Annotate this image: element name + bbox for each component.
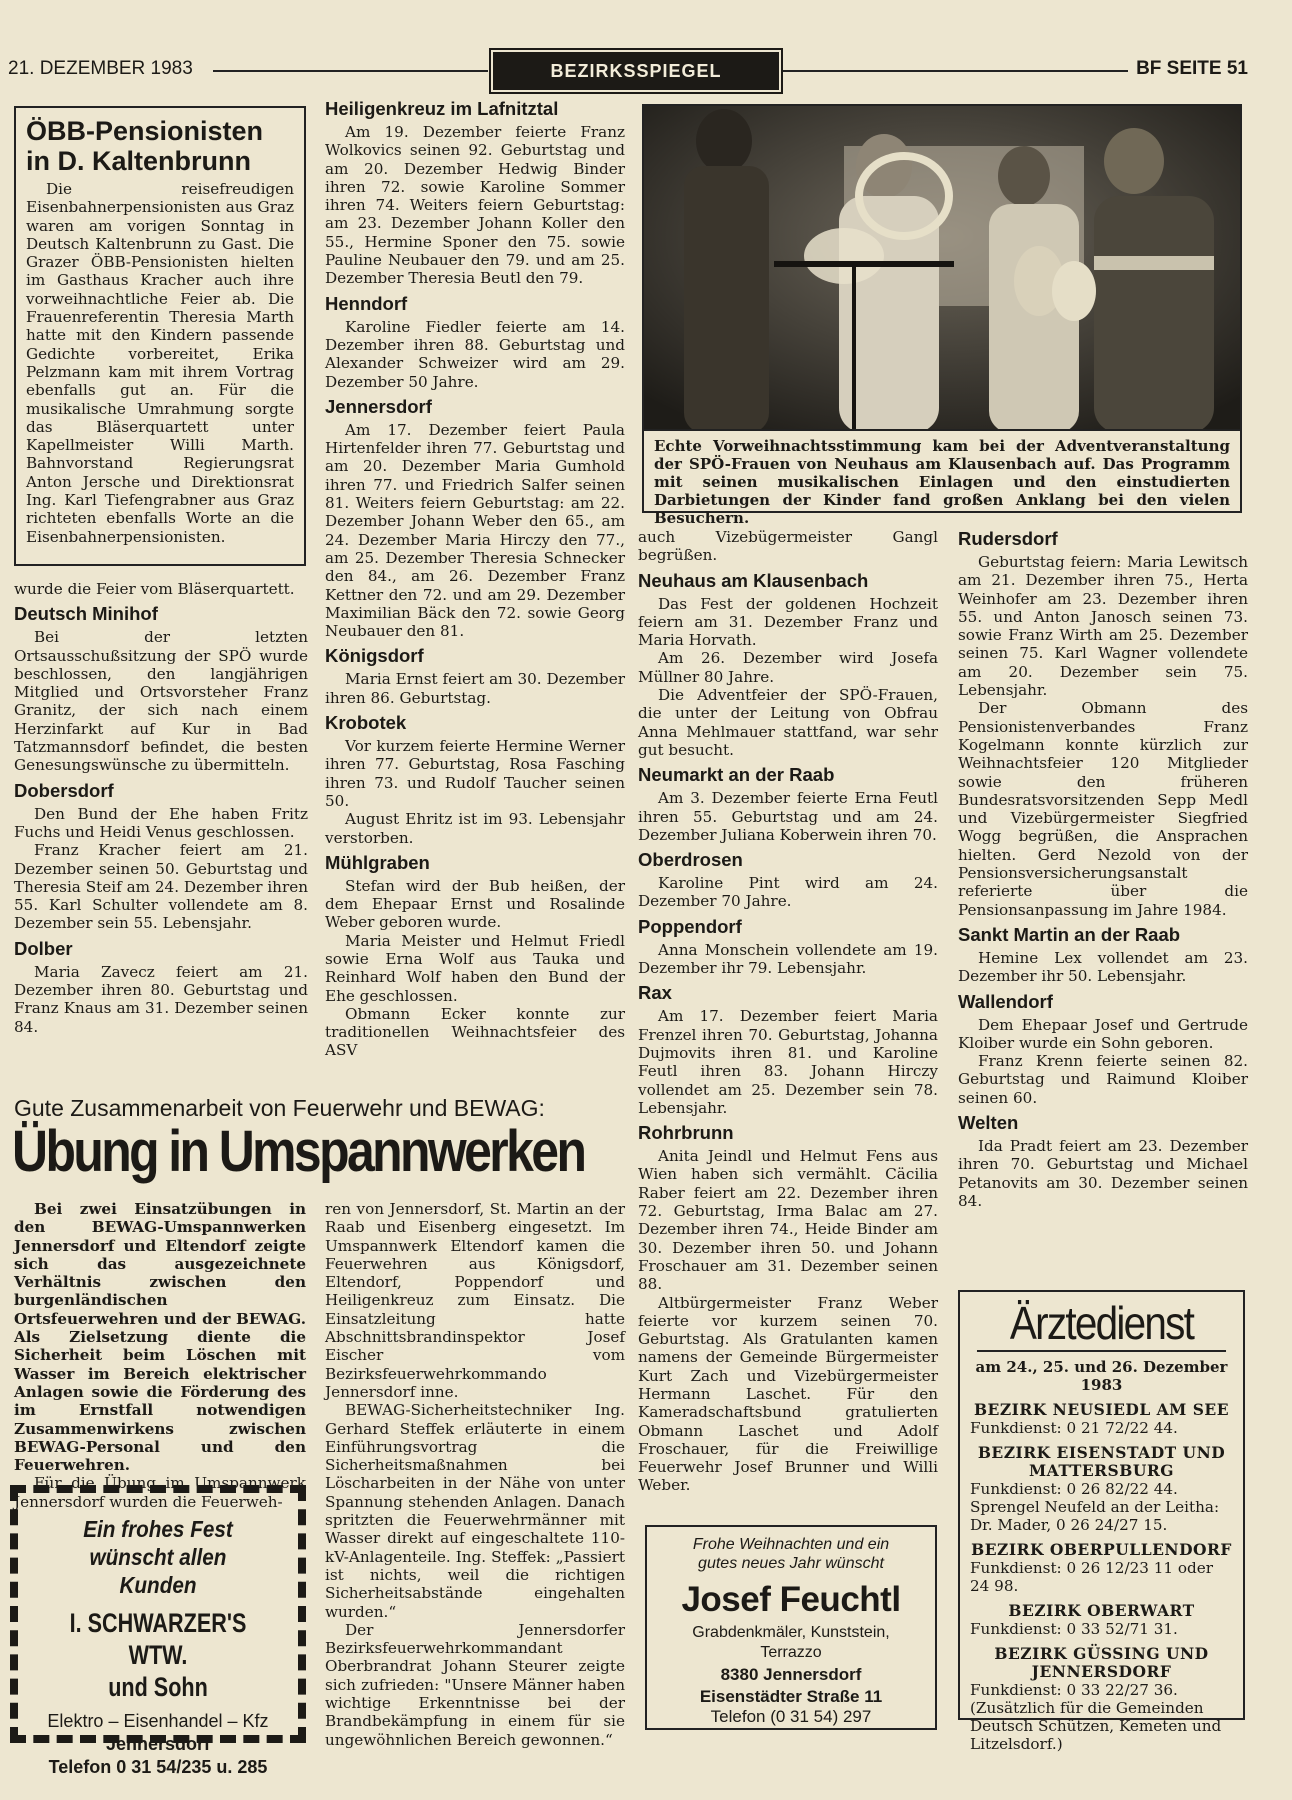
news-paragraph: Am 3. Dezember feierte Erna Feutl ihren 55. Geburtstag und am 24. Dezember Juliana Koberwein ihren 70. xyxy=(638,789,938,844)
news-paragraph: Karoline Fiedler feierte am 14. Dezember ihren 88. Geburtstag und Alexander Schweizer wird am 29. Dezember 50 Jahre. xyxy=(325,317,625,391)
heading-neuhaus: Neuhaus am Klausenbach xyxy=(638,569,869,591)
district-name: BEZIRK NEUSIEDL AM SEE xyxy=(973,1400,1230,1419)
heading-henndorf: Henndorf xyxy=(325,292,408,314)
page-header xyxy=(8,52,1248,92)
news-paragraph: Maria Ernst feiert am 30. Dezember ihren 86. Geburtstag. xyxy=(325,670,625,707)
column-3 xyxy=(638,528,938,1495)
header-rule-left xyxy=(213,70,488,72)
radio-service-note: Sprengel Neufeld an der Leitha: Dr. Mader, 0 26 24/27 15. xyxy=(970,1498,1220,1534)
ad-line: Elektro – Eisenhandel – Kfz xyxy=(47,1711,269,1731)
heading-neumarkt: Neumarkt an der Raab xyxy=(638,764,835,786)
news-paragraph: Hemine Lex vollendet am 23. Dezember ihr 50. Lebensjahr. xyxy=(958,948,1248,986)
article-paragraph: Für die Übung im Umspannwerk Jennersdorf wurden die Feuerweh- xyxy=(14,1474,306,1511)
column-1 xyxy=(14,580,308,1036)
ad-line: gutes neues Jahr wünscht xyxy=(698,1555,884,1572)
article-paragraph: ren von Jennersdorf, St. Martin an der Raab und Eisenberg eingesetzt. Im Umspannwerk Eltendorf kamen die Feuerwehren aus Königsdorf, Eltendorf, Poppendorf und Heiligenkreuz zum Einsatz. Die Einsatzleitung hatte Abschnittsbrandinspektor Josef Eischer vom Bezirksfeuerwehrkommando Jennersdorf inne. xyxy=(325,1200,625,1401)
column-4 xyxy=(958,528,1248,1210)
ad-phone: Telefon 0 31 54/235 u. 285 xyxy=(48,1757,268,1777)
heading-rohrbrunn: Rohrbrunn xyxy=(638,1122,734,1144)
heading-dolber: Dolber xyxy=(14,937,73,959)
radio-service: Funkdienst: 0 33 52/71 31. xyxy=(970,1620,1178,1638)
district-name: BEZIRK OBERWART xyxy=(1008,1601,1195,1620)
heading-muehlgraben: Mühlgraben xyxy=(325,851,430,873)
news-paragraph: Ida Pradt feiert am 23. Dezember ihren 70. Geburtstag und Michael Petanovits am 30. Dezember seinen 84. xyxy=(958,1137,1248,1210)
ad-company: Josef Feuchtl xyxy=(681,1580,901,1619)
news-paragraph: Am 19. Dezember feierte Franz Wolkovics seinen 92. Geburtstag und am 20. Dezember Hedwig Binder ihren 72. sowie Karoline Sommer ihren 74. Weiters feiern Geburtstag: am 23. Dezember Johann Koller den 55., Hermine Sponer den 75. sowie Pauline Neubauer den 79. und am 25. Dezember Theresia Beutl den 79. xyxy=(325,123,625,288)
ad-line: Ein frohes Fest xyxy=(83,1516,233,1542)
ad-company: I. SCHWARZER'S WTW. xyxy=(69,1608,247,1670)
ad-line: wünscht allen Kunden xyxy=(89,1544,227,1598)
heading-dobersdorf: Dobersdorf xyxy=(14,779,114,801)
news-paragraph: Anna Monschein vollendete am 19. Dezember ihr 79. Lebensjahr. xyxy=(638,940,938,978)
aerztedienst-box xyxy=(958,1290,1245,1753)
heading-rax: Rax xyxy=(638,982,672,1004)
obb-text: Die reisefreudigen Eisenbahnerpensionisten aus Graz waren am vorigen Sonntag in Deutsch Kaltenbrunn zu Gast. Die Grazer ÖBB-Pensionisten hielten im Gasthaus Kracher auch ihre vorweihnachtliche Feier ab. Die Frauenreferentin Theresia Marth hatte mit den Kindern passende Gedichte vorbereitet, Erika Pelzmann kam mit ihrem Vortrag ebenfalls gut an. Für die musikalische Umrahmung sorgte das Bläserquartett unter Kapellmeister Willi Marth. Bahnvorstand Regierungsrat Anton Jersche und Direktionsrat Ing. Karl Tiefengrabner aus Graz richteten ebenfalls Worte an die Eisenbahnerpensionisten. xyxy=(26,180,294,546)
news-paragraph: Am 26. Dezember wird Josefa Müllner 80 Jahre. xyxy=(638,649,938,686)
header-rule-right xyxy=(783,70,1128,72)
district-name: BEZIRK OBERPULLENDORF xyxy=(971,1540,1232,1559)
feuchtl-advertisement xyxy=(645,1525,937,1730)
article-kicker: Gute Zusammenarbeit von Feuerwehr und BEWAG: xyxy=(14,1095,545,1121)
obb-headline: ÖBB-Pensionisten in D. Kaltenbrunn xyxy=(26,116,264,176)
radio-service: Funkdienst: 0 21 72/22 44. xyxy=(970,1419,1178,1437)
obb-continuation: wurde die Feier vom Bläserquartett. xyxy=(14,580,295,598)
news-paragraph: Der Obmann des Pensionistenverbandes Franz Kogelmann konnte kürzlich zur Weihnachtsfeier 120 Mitglieder sowie den früheren Bundesratsvorsitzenden Sepp Medl und Vizebürgermeister Siegfried Wogg begrüßen, die Ansprachen hielten. Gerd Nezold von der Pensionsversicherungsanstalt referierte über die Pensionsanpassung im Jahre 1984. xyxy=(958,699,1248,919)
photo-caption-box xyxy=(642,431,1242,527)
article-headline: Übung in Umspannwerken xyxy=(12,1119,585,1184)
ad-location: 8380 Jennersdorf xyxy=(720,1665,862,1684)
article-paragraph: Der Jennersdorfer Bezirksfeuerwehrkommandant Oberbrandrat Johann Steurer zeigte sich zufrieden: "Unsere Männer haben wichtige Erkenntnisse bei der Brandbekämpfung in einem für sie ungewöhnlichen Bereich gewonnen.“ xyxy=(325,1620,625,1749)
radio-service: Funkdienst: 0 33 22/27 36. xyxy=(970,1681,1178,1699)
heading-krobotek: Krobotek xyxy=(325,712,407,734)
asv-continuation: auch Vizebügermeister Gangl begrüßen. xyxy=(638,528,938,565)
heading-sankt-martin: Sankt Martin an der Raab xyxy=(958,923,1181,945)
news-paragraph: Am 17. Dezember feiert Paula Hirtenfelder ihren 77. Geburtstag und am 20. Dezember Maria Gumhold ihren 77. und Friedrich Salfer seinen 81. Weiters feiern Geburtstag: am 22. Dezember Johann Weber den 65., am 24. Dezember Maria Hirczy den 77., am 25. Dezember Theresia Schnecker den 84., am 26. Dezember Franz Kettner den 72. und am 29. Dezember Maximilian Bäck den 72. sowie Georg Neubauer den 81. xyxy=(325,420,625,641)
news-paragraph: Geburtstag feiern: Maria Lewitsch am 21. Dezember ihren 75., Herta Weinhofer am 23. Dezember ihren 55. und Anton Janosch seinen 73. sowie Franz Wirth am 25. Dezember seinen 75. Karl Wagner vollendete am 20. Dezember sein 75. Lebensjahr. xyxy=(958,553,1248,700)
aerztedienst-title: Ärztedienst xyxy=(977,1296,1226,1352)
district-name: BEZIRK GÜSSING UND JENNERSDORF xyxy=(994,1644,1209,1681)
photo-caption: Echte Vorweihnachtsstimmung kam bei der Adventveranstaltung der SPÖ-Frauen von Neuhaus am Klausenbach auf. Das Programm mit seinen musikalischen Einlagen und den einstudierten Darbietungen der Kinder fand großen Anklang bei den vielen Besuchern. xyxy=(654,437,1230,527)
issue-date: 21. DEZEMBER 1983 xyxy=(8,58,193,79)
news-paragraph: Vor kurzem feierte Hermine Werner ihren 77. Geburtstag, Rosa Fasching ihren 73. und Rudolf Taucher seinen 50. xyxy=(325,737,625,810)
news-paragraph: Die Adventfeier der SPÖ-Frauen, die unter der Leitung von Obfrau Anna Mehlmauer stattfand, war sehr gut besucht. xyxy=(638,686,938,759)
news-paragraph: Maria Zavecz feiert am 21. Dezember ihren 80. Geburtstag und Franz Knaus am 31. Dezember seinen 84. xyxy=(14,962,308,1036)
heading-welten: Welten xyxy=(958,1112,1019,1134)
ad-line: Frohe Weihnachten und ein xyxy=(692,1536,890,1553)
photo-illustration xyxy=(644,106,1242,431)
heading-heiligenkreuz: Heiligenkreuz im Lafnitztal xyxy=(325,98,559,119)
ad-line: Grabdenkmäler, Kunststein, xyxy=(692,1624,890,1641)
article-lead: Bei zwei Einsatzübungen in den BEWAG-Umspannwerken Jennersdorf und Eltendorf zeigte sich das ausgezeichnete Verhältnis zwischen den burgenländischen Ortsfeuerwehren und der BEWAG. Als Zielsetzung diente die Sicherheit beim Löschen mit Wasser im Bereich elektrischer Anlagen sowie die Förderung des im Ernstfall notwendigen Zusammenwirkens zwischen BEWAG-Personal und den Feuerwehren. xyxy=(14,1200,306,1475)
news-paragraph: Karoline Pint wird am 24. Dezember 70 Jahre. xyxy=(638,874,938,911)
ad-line: Terrazzo xyxy=(760,1644,822,1661)
news-paragraph: Stefan wird der Bub heißen, der dem Ehepaar Ernst und Rosalinde Weber geboren wurde. xyxy=(325,876,625,932)
article-column-1 xyxy=(14,1200,306,1511)
heading-oberdrosen: Oberdrosen xyxy=(638,849,743,871)
news-paragraph: Obmann Ecker konnte zur traditionellen Weihnachtsfeier des ASV xyxy=(325,1004,625,1060)
column-2 xyxy=(325,98,625,1060)
news-paragraph: Das Fest der goldenen Hochzeit feiern am 31. Dezember Franz und Maria Horvath. xyxy=(638,594,938,650)
article-column-2 xyxy=(325,1200,625,1749)
ad-phone: Telefon (0 31 54) 297 xyxy=(710,1707,872,1726)
heading-wallendorf: Wallendorf xyxy=(958,990,1053,1012)
aerztedienst-dates: am 24., 25. und 26. Dezember 1983 xyxy=(975,1358,1228,1394)
news-paragraph: Anita Jeindl und Helmut Fens aus Wien haben sich vermählt. Cäcilia Raber feiert am 22. Dezember ihren 72. Geburtstag, Irma Balac am 27. Dezember ihren 74., Heide Binder am 30. Dezember ihren 50. und Johann Froschauer am 31. Dezember seinen 88. xyxy=(638,1147,938,1294)
heading-koenigsdorf: Königsdorf xyxy=(325,645,424,667)
musicians-photo xyxy=(642,104,1242,431)
radio-service-note: (Zusätzlich für die Gemeinden Deutsch Schützen, Kemeten und Litzelsdorf.) xyxy=(970,1699,1222,1753)
news-paragraph: Franz Krenn feierte seinen 82. Geburtstag und Raimund Kloiber seinen 60. xyxy=(958,1052,1248,1107)
news-paragraph: Bei der letzten Ortsausschußsitzung der SPÖ wurde beschlossen, den langjährigen Mitglied und Ortsvorsteher Franz Granitz, der sich nach einem Herzinfarkt auf Kur in Bad Tatzmannsdorf befindet, die besten Genesungswünsche zu übermitteln. xyxy=(14,628,308,775)
heading-poppendorf: Poppendorf xyxy=(638,915,742,937)
news-paragraph: Maria Meister und Helmut Friedl sowie Erna Wolf aus Tauka und Reinhard Wolf haben den Bund der Ehe geschlossen. xyxy=(325,931,625,1005)
ad-location: Jennersdorf xyxy=(105,1734,211,1754)
schwarzer-advertisement xyxy=(10,1485,306,1777)
news-paragraph: August Ehritz ist im 93. Lebensjahr verstorben. xyxy=(325,810,625,847)
obb-article-box xyxy=(14,106,306,566)
news-paragraph: Am 17. Dezember feiert Maria Frenzel ihren 70. Geburtstag, Johanna Dujmovits ihren 81. und Karoline Feutl ihren 83. Johann Hirczy vollendet am 25. Dezember sein 78. Lebensjahr. xyxy=(638,1007,938,1117)
heading-deutsch-minihof: Deutsch Minihof xyxy=(14,603,158,625)
news-paragraph: Franz Kracher feiert am 21. Dezember seinen 50. Geburtstag und Theresia Steif am 24. Dezember ihren 55. Karl Schulter vollendete am 8. Dezember sein 55. Lebensjahr. xyxy=(14,841,308,933)
radio-service: Funkdienst: 0 26 12/23 11 oder 24 98. xyxy=(970,1559,1213,1595)
article-paragraph: BEWAG-Sicherheitstechniker Ing. Gerhard Steffek erläuterte in einem Einführungsvortrag die Sicherheitsmaßnahmen bei Löscharbeiten in der Nähe von unter Spannung stehenden Anlagen. Danach spritzten die Feuerwehrmänner mit Wasser direkt auf eingeschaltete 110-kV-Anlagenteile. Ing. Steffek: „Passiert ist nichts, weil die richtigen Sicherheitsabstände eingehalten wurden.“ xyxy=(325,1401,625,1621)
news-paragraph: Den Bund der Ehe haben Fritz Fuchs und Heidi Venus geschlossen. xyxy=(14,804,308,841)
ad-address: Eisenstädter Straße 11 xyxy=(699,1687,883,1706)
ad-company-suffix: und Sohn xyxy=(108,1672,208,1702)
radio-service: Funkdienst: 0 26 82/22 44. xyxy=(970,1480,1178,1498)
news-paragraph: Altbürgermeister Franz Weber feierte vor kurzem seinen 70. Geburtstag. Als Gratulanten kamen namens der Gemeinde Bürgermeister Kurt Zach und Vizebürgermeister Hermann Laschet. Für den Kameradschaftsbund gratulierten Obmann Laschet und Adolf Froschauer, für die Freiwillige Feuerwehr Josef Brunner und Willi Weber. xyxy=(638,1293,938,1495)
page-number: BF SEITE 51 xyxy=(1136,58,1248,79)
section-title: BEZIRKSSPIEGEL xyxy=(493,52,779,90)
heading-jennersdorf: Jennersdorf xyxy=(325,395,432,417)
heading-rudersdorf: Rudersdorf xyxy=(958,528,1058,549)
district-name: BEZIRK EISENSTADT UND MATTERSBURG xyxy=(977,1443,1226,1480)
news-paragraph: Dem Ehepaar Josef und Gertrude Kloiber wurde ein Sohn geboren. xyxy=(958,1015,1248,1052)
